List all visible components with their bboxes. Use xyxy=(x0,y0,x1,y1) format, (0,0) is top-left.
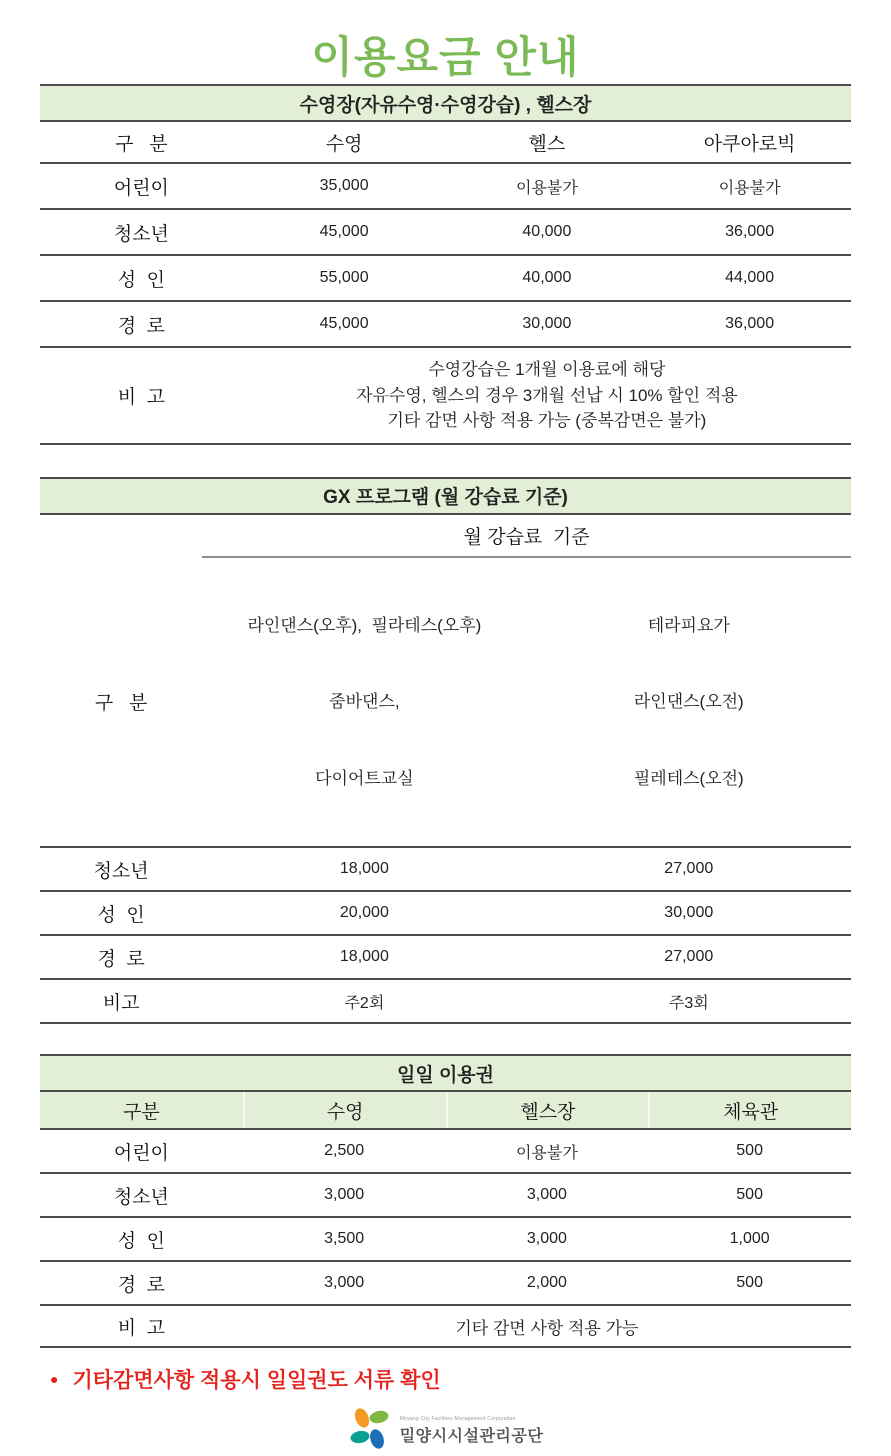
program-group-morning xyxy=(527,562,851,843)
row-label: 청소년 xyxy=(113,1186,169,1208)
table-row xyxy=(40,892,851,936)
table-row xyxy=(40,848,851,892)
fee-value: 1,000 xyxy=(729,1230,770,1247)
remarks-row xyxy=(40,348,851,445)
program-line: 라인댄스(오후), 필라테스(오후) xyxy=(247,615,482,635)
table-row xyxy=(40,1130,851,1174)
sessions-per-week: 주2회 xyxy=(344,994,385,1012)
row-label: 성 인 xyxy=(117,269,166,291)
fee-value: 27,000 xyxy=(664,948,714,965)
empty-cell xyxy=(40,515,202,558)
program-line: 테라피요가 xyxy=(647,615,730,635)
fee-value: 18,000 xyxy=(339,860,389,877)
fee-value: 500 xyxy=(736,1142,763,1159)
row-label: 경 로 xyxy=(117,315,166,337)
daily-pass-column-header-row xyxy=(40,1092,851,1130)
fee-value: 27,000 xyxy=(664,860,714,877)
fee-value: 이용불가 xyxy=(515,1144,578,1162)
fee-value: 36,000 xyxy=(725,315,775,332)
remarks-label: 비고 xyxy=(102,992,140,1014)
row-label: 어린이 xyxy=(113,1142,169,1164)
fee-value: 3,000 xyxy=(324,1186,365,1203)
spacer xyxy=(40,445,851,477)
column-header-gym: 헬스장 xyxy=(446,1092,649,1128)
program-line: 필레테스(오전) xyxy=(633,768,744,788)
fee-value: 40,000 xyxy=(522,223,572,240)
row-label: 청소년 xyxy=(113,223,169,245)
fee-value: 2,000 xyxy=(526,1274,567,1291)
table-row xyxy=(40,256,851,302)
table-row xyxy=(40,1218,851,1262)
bullet-icon: ● xyxy=(50,1371,59,1387)
document-footnote xyxy=(40,1364,851,1394)
fee-value: 30,000 xyxy=(664,904,714,921)
fee-value: 45,000 xyxy=(319,315,369,332)
logo-text xyxy=(400,1416,544,1446)
column-header-swim: 수영 xyxy=(325,133,363,155)
row-label: 경 로 xyxy=(97,948,145,970)
table-row xyxy=(40,1262,851,1306)
table-row xyxy=(40,210,851,256)
remark-line: 자유수영, 헬스의 경우 3개월 선납 시 10% 할인 적용 xyxy=(356,385,738,405)
monthly-fee-header: 월 강습료 기준 xyxy=(202,515,851,558)
logo-english-name: Miryang City Facilities Management Corporation xyxy=(399,1416,516,1422)
fee-value: 44,000 xyxy=(725,269,775,286)
table-row xyxy=(40,936,851,980)
column-header-swim: 수영 xyxy=(243,1092,446,1128)
row-label: 어린이 xyxy=(113,177,169,199)
column-header-gubun: 구 분 xyxy=(115,133,168,155)
remarks-text xyxy=(243,357,851,434)
daily-pass-table-title: 일일 이용권 xyxy=(40,1054,851,1092)
organization-logo xyxy=(40,1406,851,1456)
row-label: 경 로 xyxy=(117,1274,166,1296)
pool-gym-table-title: 수영장(자유수영·수영강습) , 헬스장 xyxy=(40,84,851,122)
table-row xyxy=(40,302,851,348)
program-line: 라인댄스(오전) xyxy=(633,692,744,711)
logo-pinwheel-icon xyxy=(348,1406,394,1456)
table-row xyxy=(40,1174,851,1218)
fee-value: 30,000 xyxy=(522,315,572,332)
fee-value: 18,000 xyxy=(339,948,389,965)
remarks-label: 비 고 xyxy=(117,1317,166,1339)
remark-line: 기타 감면 사항 적용 가능 (중복감면은 불가) xyxy=(387,411,707,430)
sessions-per-week: 주3회 xyxy=(668,994,709,1012)
column-header-health: 헬스 xyxy=(528,133,566,155)
column-header-sports-hall: 체육관 xyxy=(648,1092,851,1128)
fee-value: 3,000 xyxy=(526,1186,567,1203)
pool-gym-fee-table xyxy=(40,84,851,445)
gx-table-title: GX 프로그램 (월 강습료 기준) xyxy=(40,477,851,515)
fee-value: 3,000 xyxy=(526,1230,567,1247)
fee-value: 이용불가 xyxy=(718,179,781,197)
fee-value: 이용불가 xyxy=(515,179,578,197)
fee-value: 500 xyxy=(736,1274,763,1291)
table-row xyxy=(40,164,851,210)
fee-value: 3,500 xyxy=(324,1230,365,1247)
logo-korean-name: 밀양시시설관리공단 xyxy=(399,1428,544,1445)
remarks-label: 비 고 xyxy=(117,386,166,408)
remarks-row xyxy=(40,1306,851,1348)
pool-gym-column-header-row xyxy=(40,122,851,164)
fee-value: 36,000 xyxy=(725,223,775,240)
fee-value: 3,000 xyxy=(324,1274,365,1291)
gx-program-fee-table xyxy=(40,477,851,1025)
daily-pass-fee-table xyxy=(40,1054,851,1348)
column-header-gubun: 구 분 xyxy=(94,693,148,715)
column-header-aquarobic: 아쿠아로빅 xyxy=(703,133,796,155)
fee-value: 55,000 xyxy=(319,269,369,286)
fee-value: 20,000 xyxy=(339,904,389,921)
spacer xyxy=(40,1024,851,1054)
row-label: 청소년 xyxy=(93,860,149,882)
remark-line: 수영강습은 1개월 이용료에 해당 xyxy=(428,360,666,379)
program-line: 줌바댄스, xyxy=(329,692,400,711)
fee-value: 35,000 xyxy=(319,177,369,194)
column-header-gubun: 구분 xyxy=(123,1101,160,1123)
gx-column-header-row xyxy=(40,558,851,849)
program-group-afternoon xyxy=(202,562,526,843)
content xyxy=(40,84,851,1456)
page-title: 이용요금 안내 xyxy=(311,34,580,82)
fee-value: 500 xyxy=(736,1186,763,1203)
gx-merged-header-row xyxy=(40,515,851,558)
remarks-row xyxy=(40,980,851,1024)
fee-value: 40,000 xyxy=(522,269,572,286)
row-label: 성 인 xyxy=(97,904,145,926)
fee-value: 2,500 xyxy=(324,1142,365,1159)
fee-value: 45,000 xyxy=(319,223,369,240)
row-label: 성 인 xyxy=(117,1230,166,1252)
remarks-text: 기타 감면 사항 적용 가능 xyxy=(455,1318,639,1338)
program-line: 다이어트교실 xyxy=(315,768,414,788)
footnote-text: 기타감면사항 적용시 일일권도 서류 확인 xyxy=(72,1369,441,1392)
